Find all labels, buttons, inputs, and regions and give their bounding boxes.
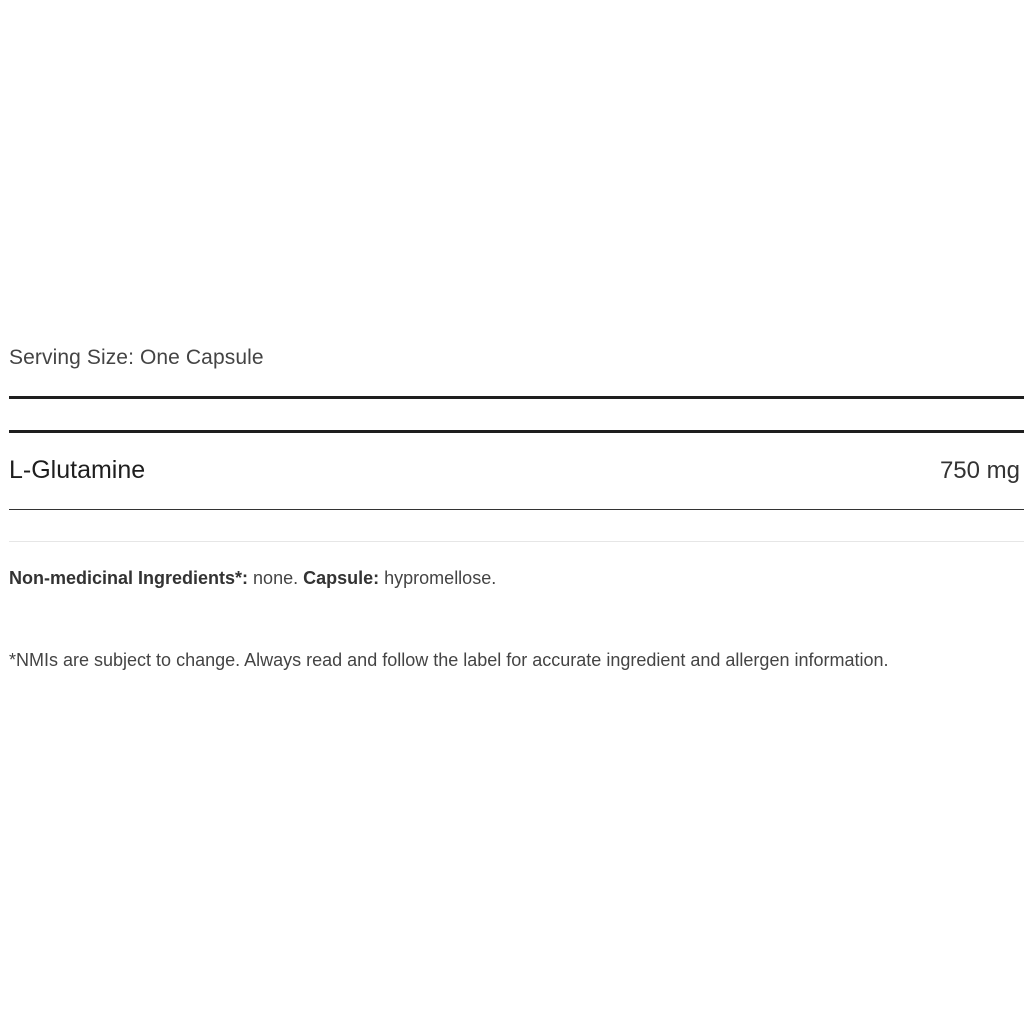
non-medicinal-label: Non-medicinal Ingredients*: xyxy=(9,568,249,588)
divider-thin xyxy=(9,509,1024,510)
divider-faint xyxy=(9,541,1024,542)
divider-thick-top xyxy=(9,396,1024,399)
capsule-label: Capsule: xyxy=(303,568,380,588)
non-medicinal-ingredients xyxy=(9,568,496,589)
ingredient-amount: 750 mg xyxy=(939,457,1020,484)
non-medicinal-value: none. xyxy=(253,568,299,588)
nmi-disclaimer: *NMIs are subject to change. Always read and follow the label for accurate ingredient and allergen information. xyxy=(9,650,889,670)
serving-size-separator: : xyxy=(128,346,135,369)
ingredient-name: L-Glutamine xyxy=(9,456,146,484)
divider-thick-bottom xyxy=(9,430,1024,433)
ingredient-row xyxy=(9,452,1020,492)
serving-size xyxy=(9,346,264,370)
capsule-value: hypromellose. xyxy=(384,568,497,588)
serving-size-value: One Capsule xyxy=(139,346,264,369)
serving-size-label: Serving Size xyxy=(9,346,129,369)
